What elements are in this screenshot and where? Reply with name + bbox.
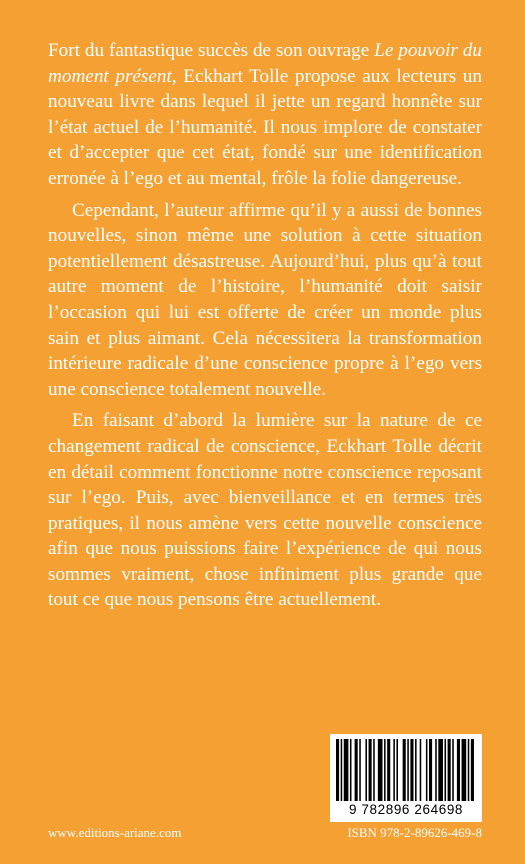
barcode-bar xyxy=(457,739,460,801)
barcode-bar xyxy=(435,739,437,801)
barcode-bar xyxy=(355,739,358,801)
barcode-bar xyxy=(387,739,390,801)
barcode-bar xyxy=(336,739,339,801)
barcode-bar xyxy=(341,739,343,801)
barcode-bar xyxy=(396,739,398,801)
barcode-bar xyxy=(365,739,367,801)
blurb-text xyxy=(48,38,482,613)
isbn-barcode xyxy=(330,734,482,822)
blurb-paragraph-2: Cependant, l’auteur affirme qu’il y a aussi de bonnes nouvelles, sinon même une solution à cette situation potentiellement désastreuse. Aujourd’hui, plus qu’à tout autre moment de l’histoire, l’humanité doit saisir l’occasion qui lui est offerte de créer un monde plus sain et plus aimant. Cela nécessitera la transformation intérieure radicale d’une conscience propre à l’ego vers une conscience totalement nouvelle. xyxy=(48,199,482,400)
barcode-bar xyxy=(344,739,349,801)
barcode-bar xyxy=(426,739,428,801)
barcode-bar xyxy=(373,739,375,801)
barcode-bar xyxy=(384,739,386,801)
barcode-bar xyxy=(403,739,406,801)
barcode-bar xyxy=(452,739,454,801)
blurb-paragraph-3: En faisant d’abord la lumière sur la nature de ce changement radical de conscience, Eckhart Tolle décrit en détail comment fonctionne notre conscience reposant sur l’ego. Puis, avec bienveillance et en termes très pratiques, il nous amène vers cette nouvelle conscience afin que nous puissions faire l’expérience de qui nous sommes vraiment, chose infiniment plus grande que tout ce que nous pensons être actuellement. xyxy=(48,410,482,611)
barcode-bar xyxy=(468,739,470,801)
barcode-bar xyxy=(420,739,422,801)
barcode-bar xyxy=(438,739,443,801)
barcode-bars xyxy=(336,739,476,801)
barcode-digits: 9 782896 264698 xyxy=(348,802,464,817)
blurb-p1-intro: Fort du fantastique succès de son ouvrage xyxy=(48,40,375,61)
barcode-bar xyxy=(448,739,451,801)
barcode-bar xyxy=(407,739,409,801)
barcode-bar xyxy=(359,739,361,801)
publisher-website: www.editions-ariane.com xyxy=(48,825,182,840)
barcode-bar xyxy=(462,739,467,801)
isbn-number: ISBN 978-2-89626-469-8 xyxy=(347,825,482,840)
barcode-bar xyxy=(393,739,395,801)
book-title-reference: Le pouvoir du moment présent xyxy=(48,40,482,87)
blurb-p1-rest: , Eckhart Tolle propose aux lecteurs un nouveau livre dans lequel il jette un regard honnête sur l’état actuel de l’humanité. Il nous implore de constater et d’accepter que cet état, fondé sur une identification erronée à l’ego et au mental, frôle la folie dangereuse. xyxy=(48,65,482,189)
barcode-bar xyxy=(410,739,413,801)
barcode-bar xyxy=(471,739,474,801)
barcode-bar xyxy=(350,739,352,801)
barcode-bar xyxy=(415,739,417,801)
barcode-bar xyxy=(378,739,383,801)
barcode-bar xyxy=(369,739,372,801)
blurb-paragraph-1 xyxy=(48,38,482,192)
barcode-bar xyxy=(429,739,432,801)
barcode-bar xyxy=(445,739,447,801)
